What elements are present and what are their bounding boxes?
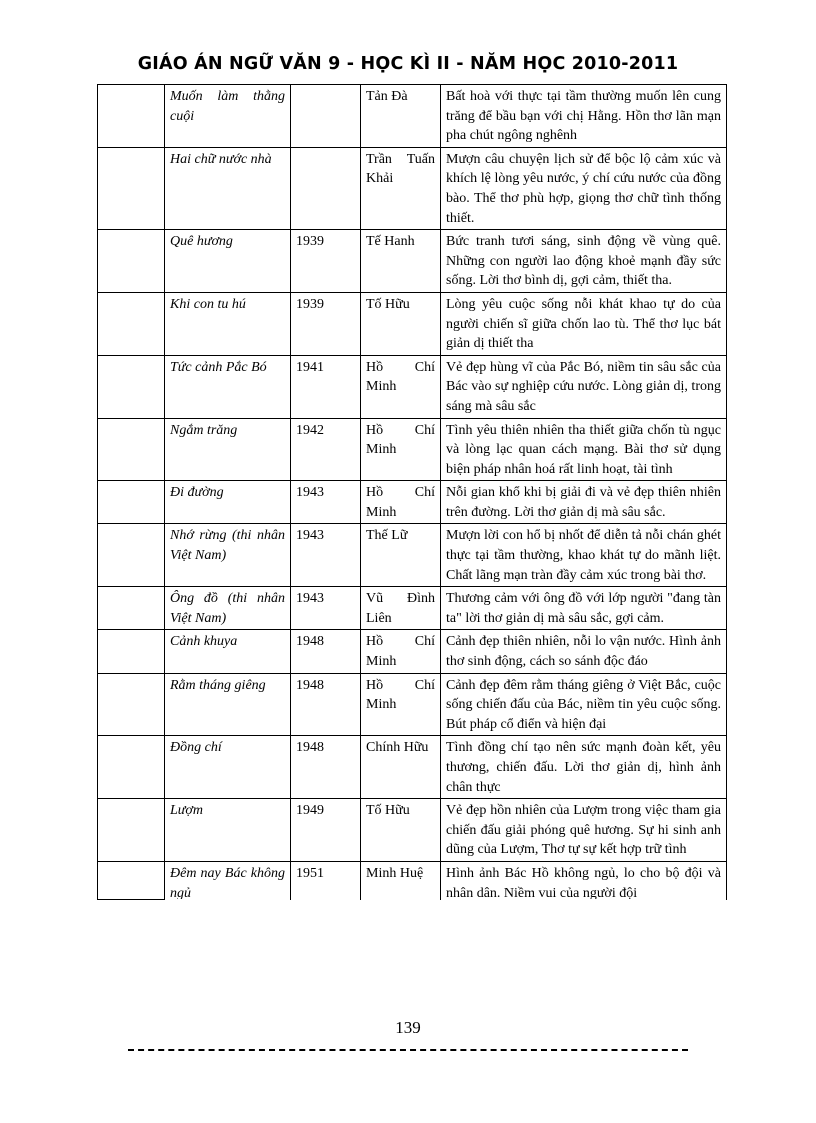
footer-dashed-rule <box>128 1049 688 1051</box>
author-text: Hồ Chí Minh <box>366 677 435 713</box>
year-text: 1948 <box>296 677 324 693</box>
content-cell <box>441 630 727 673</box>
author-cell <box>361 524 441 587</box>
content-cell <box>441 418 727 481</box>
content-text: Tình yêu thiên nhiên tha thiết giữa chốn tù ngục và lòng lạc quan cách mạng. Bài thơ sử dụng biện pháp nhân hoá rất linh hoạt, tài tình <box>446 422 721 477</box>
work-title-cell <box>165 85 291 148</box>
year-cell <box>291 673 361 736</box>
table-row <box>98 230 727 293</box>
content-text: Mượn câu chuyện lịch sử để bộc lộ cảm xúc và khích lệ lòng yêu nước, ý chí cứu nước của đồng bào. Thể thơ phù hợp, giọng thơ chữ tình thống thiết. <box>446 151 721 226</box>
table-body <box>98 85 727 900</box>
table-row <box>98 481 727 524</box>
content-text: Cảnh đẹp thiên nhiên, nỗi lo vận nước. Hình ảnh thơ sinh động, cách so sánh độc đáo <box>446 634 721 670</box>
year-cell <box>291 481 361 524</box>
blank-cell <box>98 673 165 736</box>
work-title-text: Hai chữ nước nhà <box>170 151 272 167</box>
author-text: Vũ Đình Liên <box>366 591 435 626</box>
year-text: 1939 <box>296 234 324 250</box>
content-text: Cảnh đẹp đêm rằm tháng giêng ở Việt Bắc, cuộc sống chiến đấu của Bác, niềm tin yêu cuộc sống. Bút pháp cổ điển và hiện đại <box>446 677 721 732</box>
work-title-text: Cảnh khuya <box>170 634 238 650</box>
year-text: 1943 <box>296 528 324 544</box>
content-cell <box>441 799 727 862</box>
year-text: 1948 <box>296 740 324 756</box>
year-text: 1949 <box>296 803 324 819</box>
author-text: Thế Lữ <box>366 528 408 544</box>
content-cell <box>441 481 727 524</box>
work-title-text: Quê hương <box>170 234 233 250</box>
content-text: Thương cảm với ông đồ với lớp người "đang tàn ta" lời thơ giản dị mà sâu sắc, gợi cảm. <box>446 591 721 626</box>
content-cell <box>441 736 727 799</box>
content-cell <box>441 147 727 229</box>
author-text: Hồ Chí Minh <box>366 634 435 670</box>
work-title-text: Đêm nay Bác không ngủ <box>170 865 285 899</box>
content-cell <box>441 861 727 900</box>
table-row <box>98 799 727 862</box>
year-text: 1943 <box>296 485 324 501</box>
work-title-text: Tức cảnh Pắc Bó <box>170 359 267 375</box>
table-row <box>98 147 727 229</box>
year-cell <box>291 630 361 673</box>
author-cell <box>361 418 441 481</box>
blank-cell <box>98 230 165 293</box>
table-row <box>98 587 727 630</box>
work-title-cell <box>165 587 291 630</box>
work-title-text: Đi đường <box>170 485 224 501</box>
work-title-text: Rằm tháng giêng <box>170 677 266 693</box>
blank-cell <box>98 736 165 799</box>
content-text: Bức tranh tươi sáng, sinh động về vùng quê. Những con người lao động khoẻ mạnh đầy sức sống. Lời thơ bình dị, gợi cảm, thiết tha. <box>446 234 721 289</box>
content-cell <box>441 355 727 418</box>
blank-cell <box>98 418 165 481</box>
work-title-text: Khi con tu hú <box>170 296 246 312</box>
year-cell <box>291 85 361 148</box>
table-row <box>98 524 727 587</box>
author-text: Hồ Chí Minh <box>366 485 435 520</box>
year-text: 1943 <box>296 591 324 607</box>
table-row <box>98 292 727 355</box>
author-text: Tế Hanh <box>366 234 415 250</box>
year-text: 1942 <box>296 422 324 438</box>
author-cell <box>361 587 441 630</box>
author-text: Chính Hữu <box>366 740 429 756</box>
blank-cell <box>98 630 165 673</box>
work-title-cell <box>165 147 291 229</box>
content-cell <box>441 85 727 148</box>
author-cell <box>361 630 441 673</box>
work-title-cell <box>165 355 291 418</box>
work-title-cell <box>165 524 291 587</box>
blank-cell <box>98 861 165 900</box>
work-title-cell <box>165 292 291 355</box>
work-title-text: Đồng chí <box>170 740 222 756</box>
year-text: 1951 <box>296 865 324 881</box>
table-row <box>98 355 727 418</box>
page-header-title: GIÁO ÁN NGỮ VĂN 9 - HỌC KÌ II - NĂM HỌC 2010-2011 <box>137 54 679 74</box>
year-cell <box>291 418 361 481</box>
blank-cell <box>98 147 165 229</box>
author-cell <box>361 292 441 355</box>
year-cell <box>291 230 361 293</box>
author-text: Tố Hữu <box>366 296 410 312</box>
table-row <box>98 85 727 148</box>
blank-cell <box>98 587 165 630</box>
work-title-cell <box>165 481 291 524</box>
year-text: 1948 <box>296 634 324 650</box>
work-title-cell <box>165 230 291 293</box>
content-text: Bất hoà với thực tại tầm thường muốn lên cung trăng để bầu bạn với chị Hằng. Hồn thơ lãn mạn pha chút ngông nghênh <box>446 89 721 144</box>
blank-cell <box>98 355 165 418</box>
author-text: Hồ Chí Minh <box>366 422 435 458</box>
year-cell <box>291 799 361 862</box>
author-cell <box>361 736 441 799</box>
year-cell <box>291 861 361 900</box>
page-number: 139 <box>395 1018 421 1037</box>
work-title-text: Nhớ rừng (thi nhân Việt Nam) <box>170 528 285 564</box>
work-title-cell <box>165 799 291 862</box>
work-title-cell <box>165 630 291 673</box>
content-cell <box>441 524 727 587</box>
year-cell <box>291 355 361 418</box>
year-text: 1941 <box>296 359 324 375</box>
work-title-cell <box>165 861 291 900</box>
work-title-text: Lượm <box>170 803 204 819</box>
author-text: Tố Hữu <box>366 803 410 819</box>
blank-cell <box>98 292 165 355</box>
author-cell <box>361 799 441 862</box>
content-text: Lòng yêu cuộc sống nỗi khát khao tự do của người chiến sĩ giữa chốn lao tù. Thể thơ lục bát giản dị thiết tha <box>446 296 721 352</box>
author-text: Trần Tuấn Khải <box>366 151 435 187</box>
blank-cell <box>98 524 165 587</box>
content-text: Tình đồng chí tạo nên sức mạnh đoàn kết, yêu thương, chiến đấu. Lời thơ giản dị, hình ảnh chân thực <box>446 740 721 795</box>
content-text: Nỗi gian khổ khi bị giải đi và vẻ đẹp thiên nhiên trên đường. Lời thơ giản dị mà sâu sắc. <box>446 485 721 520</box>
table-row <box>98 861 727 900</box>
year-text: 1939 <box>296 296 324 312</box>
work-title-text: Muốn làm thằng cuội <box>170 89 285 124</box>
content-text: Vẻ đẹp hùng vĩ của Pắc Bó, niềm tin sâu sắc của Bác vào sự nghiệp cứu nước. Lòng giản dị, trong sáng mà sâu sắc <box>446 359 721 414</box>
work-title-cell <box>165 418 291 481</box>
table-row <box>98 630 727 673</box>
author-cell <box>361 481 441 524</box>
table-row <box>98 736 727 799</box>
content-cell <box>441 230 727 293</box>
year-cell <box>291 587 361 630</box>
author-cell <box>361 147 441 229</box>
author-cell <box>361 85 441 148</box>
year-cell <box>291 147 361 229</box>
work-title-text: Ông đồ (thi nhân Việt Nam) <box>170 591 285 626</box>
work-title-cell <box>165 736 291 799</box>
year-cell <box>291 524 361 587</box>
year-cell <box>291 736 361 799</box>
content-cell <box>441 292 727 355</box>
author-cell <box>361 861 441 900</box>
content-text: Vẻ đẹp hồn nhiên của Lượm trong việc tham gia chiến đấu giải phóng quê hương. Sự hi sinh anh dũng của Lượm, Thơ tự sự kết hợp trữ tình <box>446 803 721 858</box>
blank-cell <box>98 85 165 148</box>
literature-summary-table <box>97 84 727 900</box>
author-text: Minh Huệ <box>366 865 424 881</box>
author-cell <box>361 230 441 293</box>
work-title-cell <box>165 673 291 736</box>
year-cell <box>291 292 361 355</box>
blank-cell <box>98 799 165 862</box>
content-text: Hình ảnh Bác Hồ không ngủ, lo cho bộ đội và nhân dân. Niềm vui của người đội <box>446 865 721 899</box>
work-title-text: Ngắm trăng <box>170 422 238 438</box>
content-cell <box>441 587 727 630</box>
content-cell <box>441 673 727 736</box>
table-row <box>98 418 727 481</box>
table-row <box>98 673 727 736</box>
author-text: Hồ Chí Minh <box>366 359 435 395</box>
blank-cell <box>98 481 165 524</box>
author-cell <box>361 673 441 736</box>
author-cell <box>361 355 441 418</box>
author-text: Tản Đà <box>366 89 408 104</box>
content-text: Mượn lời con hổ bị nhốt để diễn tả nỗi chán ghét thực tại tầm thường, khao khát tự do mãnh liệt. Chất lãng mạn tràn đầy cảm xúc trong bài thơ. <box>446 528 721 583</box>
